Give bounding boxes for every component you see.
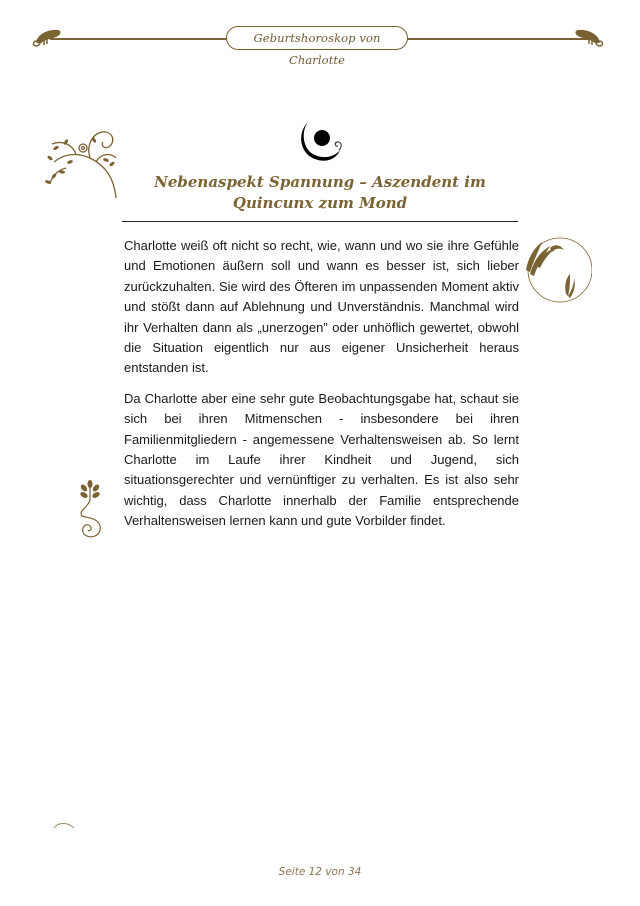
leaf-spiral-ornament-icon bbox=[68, 478, 108, 544]
arc-ornament-icon bbox=[52, 820, 76, 830]
page-number: Seite 12 von 34 bbox=[278, 866, 362, 878]
header-flourish-right-icon bbox=[570, 26, 606, 50]
document-title-badge bbox=[226, 26, 408, 67]
section-title: Nebenaspekt Spannung – Aszendent im Quincunx zum Mond bbox=[154, 173, 486, 212]
body-text bbox=[124, 236, 519, 542]
leaf-circle-ornament-icon bbox=[520, 230, 592, 310]
moon-aspect-symbol-icon bbox=[296, 116, 348, 166]
paragraph: Charlotte weiß oft nicht so recht, wie, wann und wo sie ihre Gefühle und Emotionen äußern soll und wann es besser ist, sich lieber zurückzuhalten. Sie wird des Öfteren im unpassenden Moment aktiv und stößt dann auf Ablehnung und Unverständnis. Manchmal wird ihr Verhalten dann als „unerzogen” oder unhöflich gewertet, obwohl die Situation eigentlich nur aus eigener Unsicherheit heraus entstanden ist. bbox=[124, 238, 519, 376]
header-flourish-left-icon bbox=[30, 26, 66, 50]
floral-vine-ornament-icon bbox=[36, 118, 128, 200]
title-divider bbox=[122, 221, 518, 222]
paragraph: Da Charlotte aber eine sehr gute Beobachtungsgabe hat, schaut sie sich bei ihren Mitmenschen - insbesondere bei ihren Familienmitgliedern - angemessene Verhaltensweisen ab. So lernt Charlotte im Laufe ihrer Kindheit und Jugend, sich situationsgerechter und vernünftiger zu verhalten. Es ist also sehr wichtig, dass Charlotte innerhalb der Familie entsprechende Verhaltensweisen lernen kann und gute Vorbilder findet. bbox=[124, 390, 519, 529]
document-title: Geburtshoroskop von Charlotte bbox=[253, 31, 381, 67]
